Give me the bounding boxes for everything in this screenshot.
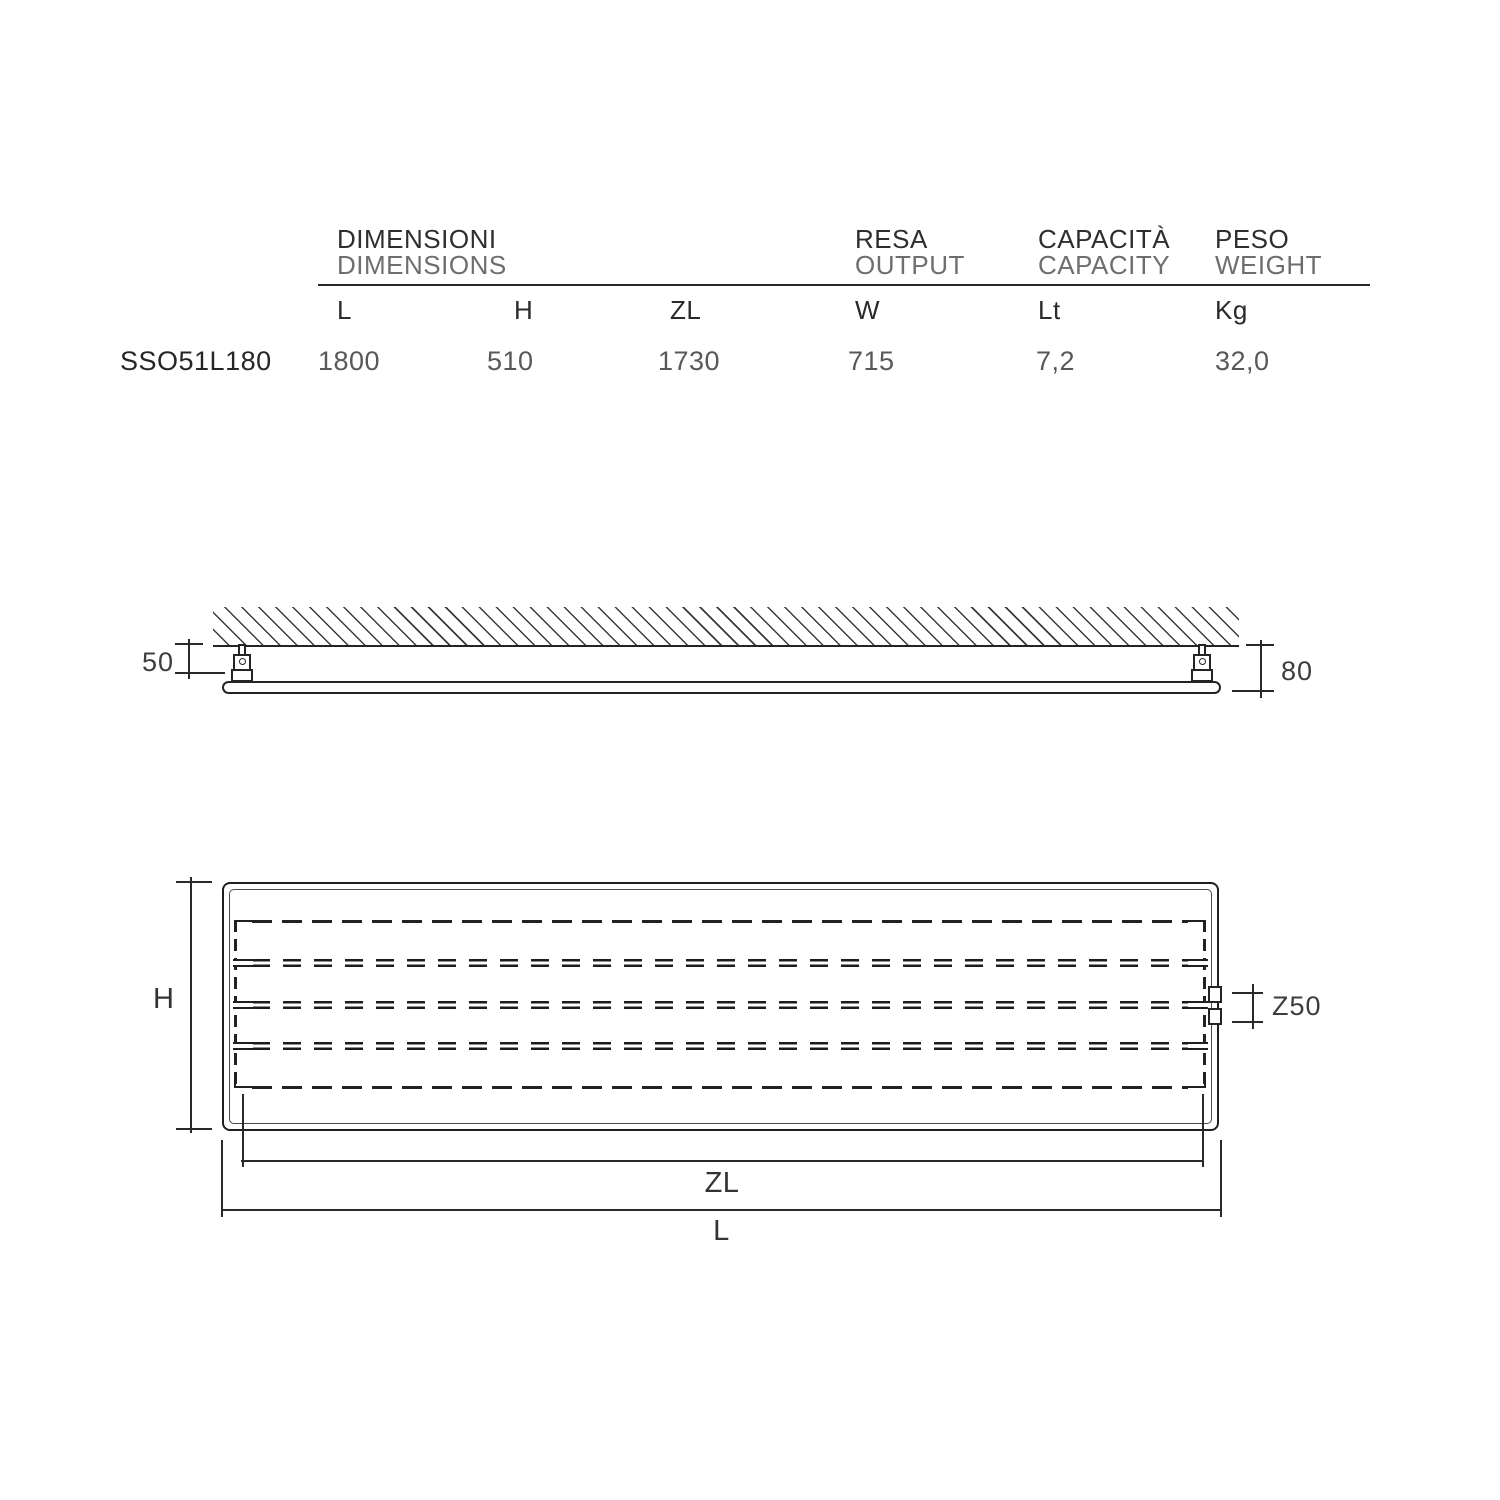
column-group-weight-it: PESO xyxy=(1215,224,1290,254)
water-connection-top xyxy=(1208,986,1222,1003)
column-group-dimensions-en: DIMENSIONS xyxy=(337,250,507,280)
value-output: 715 xyxy=(848,346,895,376)
dimension-tick xyxy=(175,672,225,674)
unit-Kg: Kg xyxy=(1215,295,1248,325)
unit-Lt: Lt xyxy=(1038,295,1061,325)
tube-stub-left xyxy=(233,1042,253,1050)
column-group-dimensions-it: DIMENSIONI xyxy=(337,224,497,254)
value-capacity: 7,2 xyxy=(1036,346,1076,376)
tube-row-5 xyxy=(252,1086,1188,1089)
tube-stub-right xyxy=(1188,1001,1208,1009)
bracket-screw-icon xyxy=(239,658,246,665)
dimension-tick xyxy=(1246,644,1274,646)
dimension-line xyxy=(221,1209,1222,1211)
dimension-L-label: L xyxy=(713,1215,730,1247)
dimension-tick xyxy=(1232,992,1263,994)
tube-stub-right xyxy=(1188,959,1208,967)
dimension-tick xyxy=(176,1128,212,1130)
column-group-capacity-it: CAPACITÀ xyxy=(1038,224,1171,254)
column-group-weight-en: WEIGHT xyxy=(1215,250,1322,280)
dimension-tick xyxy=(175,643,203,645)
bracket-base xyxy=(231,669,253,682)
unit-ZL: ZL xyxy=(670,295,702,325)
dimension-tick xyxy=(1232,690,1274,692)
tube-stub-left xyxy=(233,1001,253,1009)
table-header-rule xyxy=(318,284,1370,286)
dimension-ZL-label: ZL xyxy=(704,1167,740,1199)
water-connection-bottom xyxy=(1208,1008,1222,1025)
dimension-tick xyxy=(1232,1021,1263,1023)
tube-row-3 xyxy=(252,1001,1188,1009)
dimension-line xyxy=(190,877,192,1133)
unit-H: H xyxy=(514,295,534,325)
dimension-Z50-label: Z50 xyxy=(1272,991,1322,1021)
dimension-50-label: 50 xyxy=(141,647,174,677)
unit-L: L xyxy=(337,295,352,325)
column-group-output-en: OUTPUT xyxy=(855,250,965,280)
pipe-corner-top-right xyxy=(1186,920,1206,929)
tube-row-4 xyxy=(252,1042,1188,1050)
value-weight: 32,0 xyxy=(1215,346,1270,376)
bracket-screw-icon xyxy=(1199,658,1206,665)
column-group-capacity-en: CAPACITY xyxy=(1038,250,1171,280)
pipe-corner-bottom-left xyxy=(234,1079,254,1088)
extension-line xyxy=(242,1094,244,1167)
value-height: 510 xyxy=(487,346,534,376)
dimension-tick xyxy=(176,881,212,883)
bracket-base xyxy=(1191,669,1213,682)
tube-stub-right xyxy=(1188,1042,1208,1050)
value-zl: 1730 xyxy=(658,346,721,376)
wall-hatch xyxy=(213,607,1239,647)
tube-row-2 xyxy=(252,959,1188,967)
dimension-line xyxy=(241,1160,1204,1162)
model-code: SSO51L180 xyxy=(120,346,272,376)
extension-line xyxy=(1202,1094,1204,1167)
tube-row-1 xyxy=(252,920,1188,923)
radiator-side-profile xyxy=(222,681,1221,694)
extension-line xyxy=(221,1140,223,1217)
tube-stub-left xyxy=(233,959,253,967)
extension-line xyxy=(1220,1140,1222,1217)
column-group-output-it: RESA xyxy=(855,224,928,254)
value-length: 1800 xyxy=(318,346,381,376)
dimension-80-label: 80 xyxy=(1281,656,1314,686)
pipe-corner-bottom-right xyxy=(1186,1079,1206,1088)
dimension-H-label: H xyxy=(153,983,175,1015)
unit-W: W xyxy=(855,295,881,325)
pipe-corner-top-left xyxy=(234,920,254,929)
dimension-line xyxy=(1252,984,1254,1029)
